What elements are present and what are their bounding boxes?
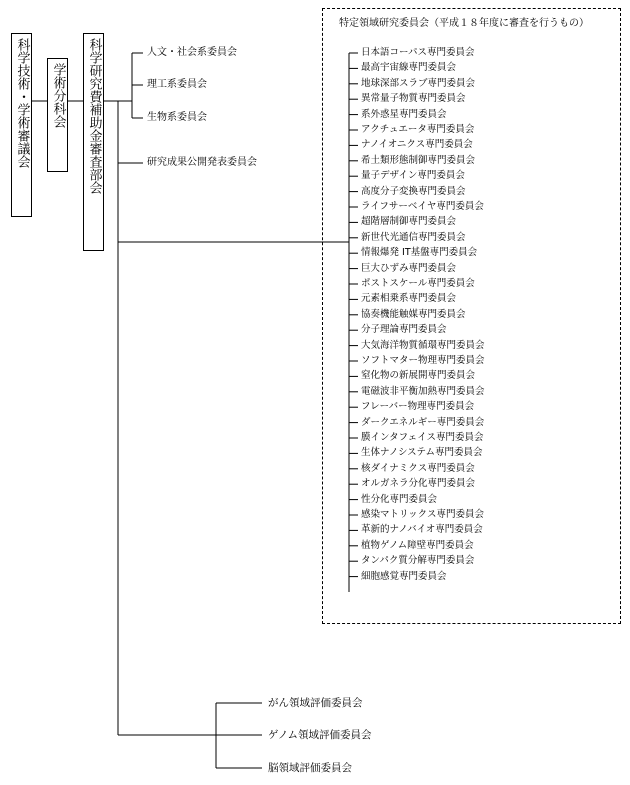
subcommittee-label: 学術分科会: [50, 63, 66, 128]
specific-committee-item: 革新的ナノバイオ専門委員会: [361, 524, 483, 536]
specific-committee-item: 生体ナノシステム専門委員会: [361, 447, 483, 459]
specific-committee-item: 植物ゲノム障壁専門委員会: [361, 539, 474, 551]
specific-committee-item: 量子デザイン専門委員会: [361, 170, 465, 182]
specific-committee-item: 核ダイナミクス専門委員会: [361, 462, 475, 474]
specific-committee-item: 日本語コーパス専門委員会: [361, 47, 475, 58]
specific-committee-item: 異常量子物質専門委員会: [361, 93, 466, 105]
specific-committee-item: 大気海洋物質循環専門委員会: [361, 339, 485, 351]
review-board-box: [83, 33, 104, 251]
bottom-committee-brain: 脳領域評価委員会: [268, 762, 352, 774]
specific-committee-item: 巨大ひずみ専門委員会: [361, 262, 457, 274]
specific-committee-item: オルガネラ分化専門委員会: [361, 478, 476, 490]
specific-committee-item: 新世代光通信専門委員会: [361, 231, 466, 243]
specific-committee-item: 分子理論専門委員会: [361, 324, 447, 336]
upper-committee-humanities: 人文・社会系委員会: [147, 47, 237, 58]
specific-committee-item: 電磁波非平衡加熱専門委員会: [361, 385, 485, 397]
specific-committee-item: 窒化物の新展開専門委員会: [361, 370, 476, 382]
upper-committee-biology: 生物系委員会: [147, 112, 207, 123]
specific-committee-item: タンパク質分解専門委員会: [361, 555, 475, 567]
specific-committee-item: 性分化専門委員会: [361, 493, 438, 505]
specific-committee-item: 地球深部スラブ専門委員会: [361, 77, 476, 89]
publication-committee: 研究成果公開発表委員会: [147, 157, 257, 168]
specific-committee-item: 細胞感覚専門委員会: [361, 570, 447, 582]
specific-committee-item: 超階層制御専門委員会: [361, 216, 457, 228]
specific-research-title: 特定領域研究委員会（平成１８年度に審査を行うもの）: [339, 18, 589, 29]
specific-committee-item: 元素相乗系専門委員会: [361, 293, 457, 305]
specific-committee-item: 感染マトリックス専門委員会: [361, 509, 485, 520]
specific-committee-item: 情報爆発 IT基盤専門委員会: [361, 247, 478, 259]
specific-committee-item: 高度分子変換専門委員会: [361, 185, 466, 197]
specific-committee-item: 協奏機能触媒専門委員会: [361, 308, 466, 320]
specific-committee-item: ソフトマター物理専門委員会: [361, 355, 485, 366]
specific-committee-item: 最高宇宙線専門委員会: [361, 62, 457, 74]
bottom-committee-cancer: がん領域評価委員会: [268, 697, 363, 709]
specific-committee-item: ナノイオニクス専門委員会: [361, 139, 473, 151]
specific-committee-item: 膜インタフェイス専門委員会: [361, 432, 484, 443]
council-box: [11, 33, 32, 217]
review-board-label: 科学研究費補助金審査部会: [86, 38, 102, 194]
specific-committee-item: 系外惑星専門委員会: [361, 108, 447, 120]
subcommittee-box: [47, 58, 68, 172]
upper-committee-science: 理工系委員会: [147, 79, 207, 90]
specific-committee-item: フレーバー物理専門委員会: [361, 401, 475, 413]
specific-committee-item: ポストスケール専門委員会: [361, 278, 475, 289]
council-label: 科学技術・学術審議会: [14, 38, 30, 168]
specific-committee-item: アクチュエータ専門委員会: [361, 124, 475, 135]
specific-committee-item: ライフサーベイヤ専門委員会: [361, 201, 484, 212]
specific-committee-item: 希土類形態制御専門委員会: [361, 154, 476, 166]
specific-committee-item: ダークエネルギー専門委員会: [361, 416, 485, 428]
bottom-committee-genome: ゲノム領域評価委員会: [268, 729, 372, 741]
